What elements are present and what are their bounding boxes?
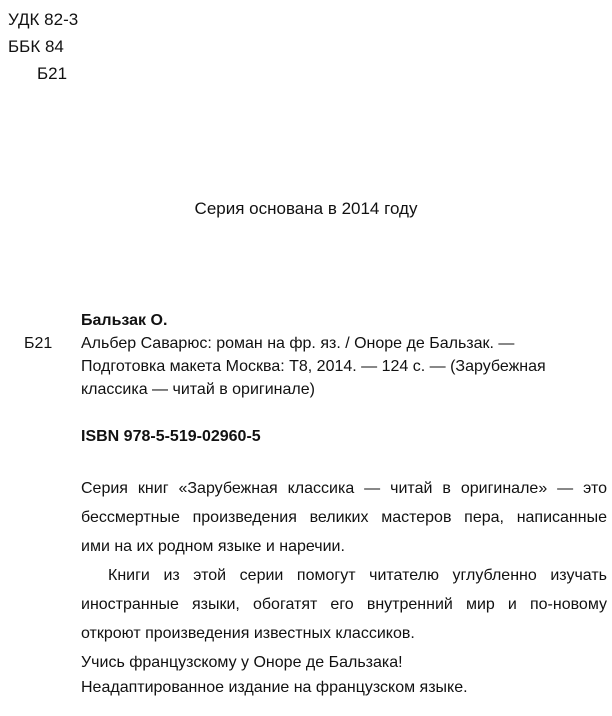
udk-code: УДК 82-3 [8,10,79,29]
bibliographic-entry [81,309,606,401]
annotation-line: бессмертные произведения великих мастеров пера, написанные [81,509,607,526]
entry-line: Подготовка макета Москва: Т8, 2014. — 124 с. — (Зарубежная [81,358,546,375]
annotation-line: Книги из этой серии помогут читателю углубленно изучать [108,567,607,584]
annotation-line: откроют произведения известных классиков. [81,625,415,642]
entry-line: классика — читай в оригинале) [81,381,315,398]
entry-line: Альбер Саварюс: роман на фр. яз. / Оноре де Бальзак. — [81,335,515,352]
series-founded-note: Серия основана в 2014 году [194,199,418,218]
annotation-line: иностранные языки, обогатят его внутренний мир и по-новому [81,596,607,613]
isbn: ISBN 978-5-519-02960-5 [81,428,261,445]
entry-author: Бальзак О. [81,312,168,329]
annotation [81,474,607,677]
annotation-line: Серия книг «Зарубежная классика — читай в оригинале» — это [81,480,607,497]
annotation-line: Учись французскому у Оноре де Бальзака! [81,654,403,671]
bbk-code: ББК 84 [8,37,64,56]
author-mark: Б21 [37,64,68,83]
classification-codes [8,6,78,87]
entry-author-mark: Б21 [24,335,53,352]
annotation-line: ими на их родном языке и наречии. [81,538,345,555]
edition-note: Неадаптированное издание на французском языке. [81,679,468,696]
